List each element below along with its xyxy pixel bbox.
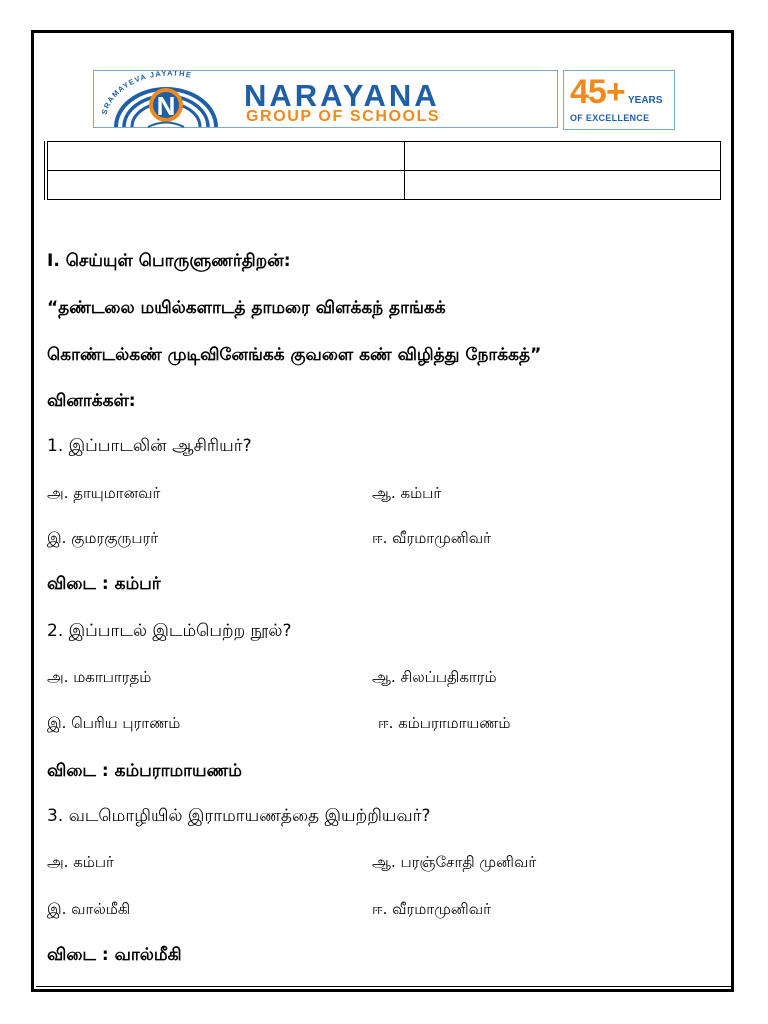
question-3: 3. வடமொழியில் இராமாயணத்தை இயற்றியவர்? xyxy=(47,806,431,826)
option-2b: ஆ. சிலப்பதிகாரம் xyxy=(372,668,497,686)
option-2a: அ. மகாபாரதம் xyxy=(47,668,152,686)
brand-subtitle: GROUP OF SCHOOLS xyxy=(246,108,441,125)
option-3d: ஈ. வீரமாமுனிவர் xyxy=(372,900,491,918)
option-3a: அ. கம்பர் xyxy=(47,853,114,871)
info-table xyxy=(44,141,721,200)
answer-1: விடை : கம்பர் xyxy=(47,574,161,594)
question-2: 2. இப்பாடல் இடம்பெற்ற நூல்? xyxy=(47,621,292,641)
option-1c: இ. குமரகுருபரர் xyxy=(47,529,159,547)
table-cell xyxy=(46,142,405,171)
option-1a: அ. தாயுமானவர் xyxy=(47,484,161,502)
answer-3: விடை : வால்மீகி xyxy=(47,945,182,965)
option-2d: ஈ. கம்பராமாயணம் xyxy=(378,714,511,732)
poem-line-2: கொண்டல்கண் முடிவினேங்கக் குவளை கண் விழித்து நோக்கத்” xyxy=(47,345,542,365)
option-2c: இ. பெரிய புராணம் xyxy=(47,714,181,732)
poem-line-1: “தண்டலை மயில்களாடத் தாமரை விளக்கந் தாங்கக் xyxy=(47,298,446,318)
narayana-logo xyxy=(93,70,558,128)
option-1d: ஈ. வீரமாமுனிவர் xyxy=(372,529,491,547)
option-1b: ஆ. கம்பர் xyxy=(372,484,442,502)
answer-2: விடை : கம்பராமாயணம் xyxy=(47,761,242,781)
table-cell xyxy=(46,171,405,200)
badge-years: YEARS xyxy=(628,95,663,106)
table-cell xyxy=(405,171,721,200)
section-title: I. செய்யுள் பொருளுணர்திறன்: xyxy=(47,251,291,271)
excellence-badge xyxy=(563,70,675,130)
option-3c: இ. வால்மீகி xyxy=(47,900,131,918)
badge-number: 45+ xyxy=(570,73,625,111)
badge-tagline: OF EXCELLENCE xyxy=(570,113,650,123)
table-row xyxy=(46,171,721,200)
questions-heading: வினாக்கள்: xyxy=(47,391,136,411)
logo-arc-text: SRAMAYEVA JAYATHE xyxy=(99,71,193,116)
question-1: 1. இப்பாடலின் ஆசிரியர்? xyxy=(47,436,252,456)
brand-name: NARAYANA xyxy=(244,78,440,113)
table-cell xyxy=(405,142,721,171)
logo-letter: N xyxy=(156,91,176,121)
option-3b: ஆ. பரஞ்சோதி முனிவர் xyxy=(372,853,537,871)
table-row xyxy=(46,142,721,171)
